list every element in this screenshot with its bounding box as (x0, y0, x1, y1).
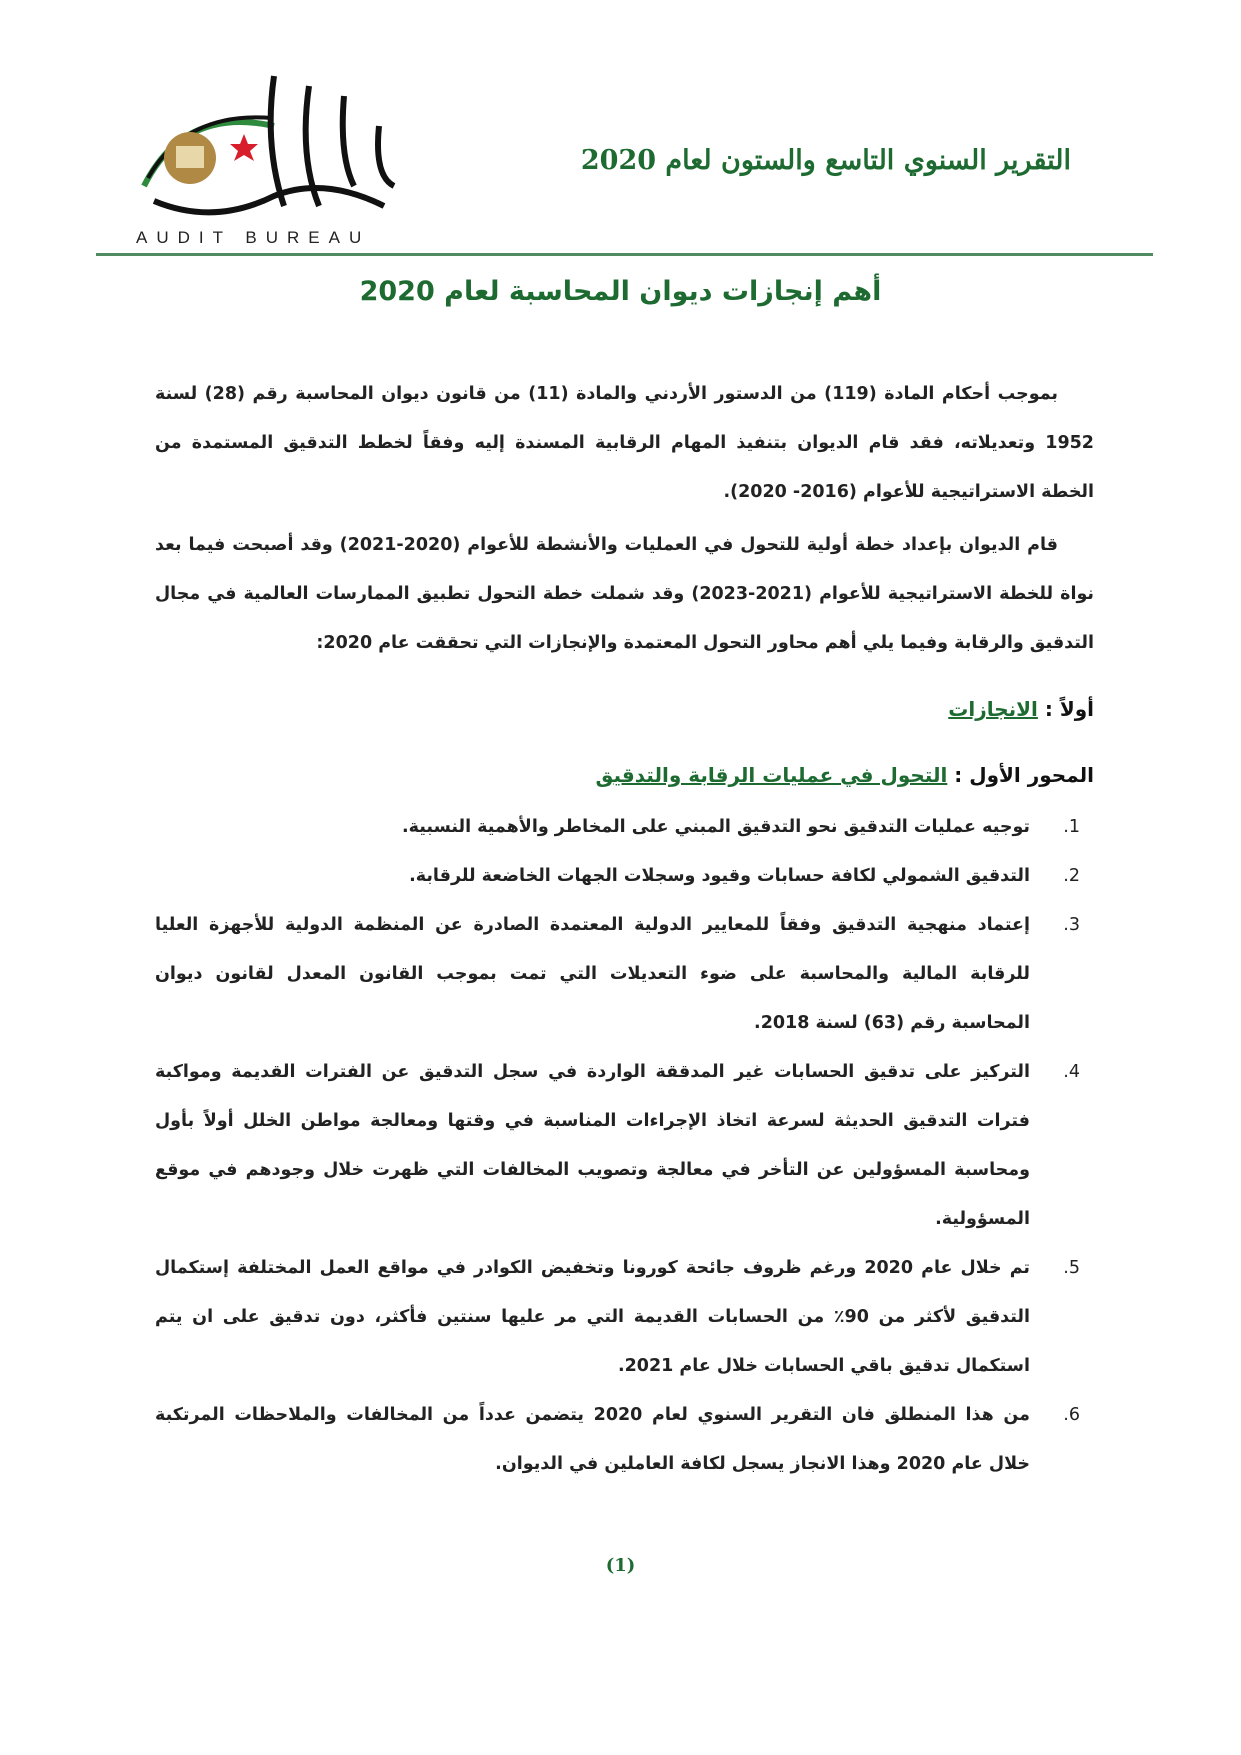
section-title: الانجازات (948, 697, 1038, 721)
list-item (155, 1391, 1094, 1489)
list-item (155, 901, 1094, 1048)
item-number: 5. (1063, 1258, 1080, 1278)
achievements-list (155, 803, 1094, 1489)
list-item (155, 1048, 1094, 1244)
item-text: توجيه عمليات التدقيق نحو التدقيق المبني على المخاطر والأهمية النسبية. (402, 817, 1030, 837)
plan-paragraph: قام الديوان بإعداد خطة أولية للتحول في العمليات والأنشطة للأعوام (2020-2021) وقد أصبحت فيما بعد نواة للخطة الاستراتيجية للأعوام (2021-2023) وقد شملت خطة التحول تطبيق الممارسات العالمية في مجال التدقيق والرقابة وفيما يلي أهم محاور التحول المعتمدة والإنجازات التي تحققت عام 2020: (155, 535, 1095, 653)
item-text: التدقيق الشمولي لكافة حسابات وقيود وسجلات الجهات الخاضعة للرقابة. (409, 866, 1030, 886)
item-text: إعتماد منهجية التدقيق وفقاً للمعايير الدولية المعتمدة الصادرة عن المنظمة الدولية للأجهزة العليا للرقابة المالية والمحاسبة على ضوء التعديلات التي تمت بموجب القانون المعدل لقانون ديوان المحاسبة رقم (63) لسنة 2018. (155, 915, 1030, 1033)
page-title: أهم إنجازات ديوان المحاسبة لعام 2020 (359, 276, 882, 307)
item-text: تم خلال عام 2020 ورغم ظروف جائحة كورونا وتخفيض الكوادر في مواقع العمل المختلفة إستكمال التدقيق لأكثر من 90٪ من الحسابات القديمة التي مر عليها سنتين فأكثر، دون تدقيق على ان يتم استكمال تدقيق باقي الحسابات خلال عام 2021. (155, 1258, 1031, 1376)
logo-english-text: AUDIT BUREAU (136, 228, 371, 247)
item-number: 3. (1063, 915, 1080, 935)
axis-prefix: المحور الأول : (954, 763, 1094, 787)
item-number: 4. (1063, 1062, 1080, 1082)
audit-bureau-logo (124, 66, 414, 251)
section-heading (948, 697, 1094, 721)
axis-heading (595, 763, 1094, 787)
list-item (155, 1244, 1094, 1391)
list-item (155, 803, 1094, 852)
item-number: 1. (1063, 817, 1080, 837)
item-text: من هذا المنطلق فان التقرير السنوي لعام 2020 يتضمن عدداً من المخالفات والملاحظات المرتكبة خلال عام 2020 وهذا الانجاز يسجل لكافة العاملين في الديوان. (155, 1405, 1030, 1474)
item-number: 2. (1063, 866, 1080, 886)
item-number: 6. (1063, 1405, 1080, 1425)
list-item (155, 852, 1094, 901)
intro-paragraph: بموجب أحكام المادة (119) من الدستور الأردني والمادة (11) من قانون ديوان المحاسبة رقم (28) لسنة 1952 وتعديلاته، فقد قام الديوان بتنفيذ المهام الرقابية المسندة إليه وفقاً لخطط التدقيق المستمدة من الخطة الاستراتيجية للأعوام (2016- 2020). (155, 384, 1094, 502)
section-prefix: أولاً : (1044, 697, 1094, 721)
report-title: التقرير السنوي التاسع والستون لعام 2020 (580, 145, 1071, 176)
page-number: (1) (605, 1555, 636, 1576)
item-text: التركيز على تدقيق الحسابات غير المدققة الواردة في سجل التدقيق عن الفترات القديمة ومواكبة فترات التدقيق الحديثة لسرعة اتخاذ الإجراءات المناسبة في وقتها ومعالجة مواطن الخلل أولاً بأول ومحاسبة المسؤولين عن التأخر في معالجة وتصويب المخالفات التي ظهرت خلال وجودهم في موقع المسؤولية. (155, 1062, 1030, 1229)
axis-title: التحول في عمليات الرقابة والتدقيق (595, 763, 948, 787)
header-divider (96, 253, 1153, 256)
